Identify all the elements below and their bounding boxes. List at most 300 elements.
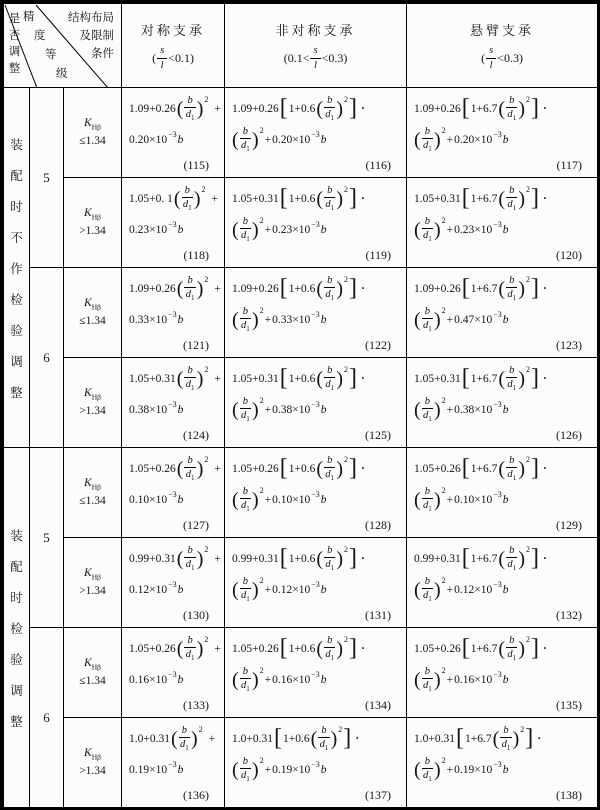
col-header-asymmetric-support — [225, 4, 407, 88]
formula-lead: 0.99+0.31 — [414, 552, 461, 565]
b-over-d1-fraction: $\frac{b}{d_1}$ — [240, 305, 250, 333]
exponent: 2 — [343, 185, 348, 194]
formula-line-2 — [414, 214, 593, 245]
exponent: 2 — [525, 275, 530, 284]
b-over-d1-fraction: $\frac{b}{d_1}$ — [325, 454, 335, 482]
exponent: 2 — [204, 365, 209, 374]
coefficient: 0.12×10 — [454, 583, 493, 596]
formula-lead: 0.99+0.31 — [232, 552, 279, 565]
formula — [407, 358, 597, 447]
col-condition — [225, 45, 406, 70]
variable-b: b — [502, 223, 509, 236]
lbracket: [ — [461, 94, 470, 121]
lparen: ( — [498, 277, 506, 300]
exponent: 2 — [441, 306, 446, 315]
exponent: 2 — [441, 666, 446, 675]
equation-number: (123) — [556, 338, 583, 352]
b-over-d1-fraction: $\frac{b}{d_1}$ — [325, 364, 335, 392]
rparen: ) — [196, 637, 204, 660]
coefficient: 0.10×10 — [454, 493, 493, 506]
rparen: ) — [336, 367, 343, 390]
lparen: ( — [316, 277, 324, 300]
exponent: −3 — [168, 220, 177, 229]
formula-line-2 — [414, 664, 593, 695]
exponent: 2 — [441, 756, 446, 765]
equation-number: (119) — [365, 248, 392, 262]
corner-row-header-char: 是 — [8, 13, 21, 25]
rbracket: ] — [348, 364, 357, 391]
b-over-d1-fraction: $\frac{b}{d_1}$ — [240, 125, 250, 153]
formula-line-2 — [129, 394, 220, 425]
b-over-d1-fraction: $\frac{b}{d_1}$ — [185, 364, 195, 392]
rparen: ) — [433, 758, 441, 781]
precision-grade: 6 — [30, 268, 64, 448]
formula-cell-col1 — [122, 358, 225, 448]
variable-b: b — [502, 403, 509, 416]
exponent: −3 — [168, 490, 177, 499]
equation-number: (135) — [556, 698, 583, 712]
rbracket: ] — [530, 94, 539, 121]
b-over-d1-fraction: $\frac{b}{d_1}$ — [185, 454, 195, 482]
plus-sign: + — [214, 642, 221, 655]
rbracket: ] — [348, 544, 357, 571]
lparen: ( — [173, 187, 181, 210]
formula-line-2 — [232, 574, 402, 605]
formula-line-1 — [129, 723, 220, 754]
exponent: −3 — [168, 310, 177, 319]
formula-line-1 — [414, 453, 593, 484]
equation-number: (122) — [365, 338, 392, 352]
formula-cell-col3 — [407, 178, 598, 268]
formula-line-1 — [232, 453, 402, 484]
variable-b: b — [502, 673, 509, 686]
formula-line-2 — [129, 304, 220, 335]
formula-lead: 1.05+0.26 — [414, 642, 461, 655]
plus-sign: + — [264, 583, 272, 596]
lparen: ( — [176, 277, 184, 300]
plus-sign: + — [446, 133, 454, 146]
formula — [122, 718, 224, 807]
s-over-l-fraction: $\frac{s}{l}$ — [486, 45, 496, 70]
formula-line-1 — [129, 633, 220, 664]
plus-sign: + — [264, 133, 272, 146]
exponent: 2 — [198, 725, 203, 734]
lparen: ( — [498, 457, 506, 480]
exponent: 2 — [525, 95, 530, 104]
variable-b: b — [177, 133, 184, 146]
exponent: 2 — [441, 396, 446, 405]
variable-b: b — [320, 313, 327, 326]
exponent: −3 — [168, 670, 177, 679]
b-over-d1-fraction: $\frac{b}{d_1}$ — [325, 634, 335, 662]
exponent: −3 — [493, 310, 502, 319]
table-row — [4, 178, 598, 268]
s-over-l-fraction: $\frac{s}{l}$ — [310, 45, 320, 70]
formula-cell-col1 — [122, 718, 225, 808]
khb-symbol: $K_{H\beta}$ — [84, 746, 101, 762]
exponent: −3 — [493, 580, 502, 589]
corner-diag-header-char: 度 — [34, 30, 46, 42]
formula-cell-col1 — [122, 628, 225, 718]
exponent: 2 — [441, 486, 446, 495]
plus-sign: + — [446, 763, 454, 776]
table-body — [4, 88, 598, 808]
formula — [225, 358, 406, 447]
multiplication-dot: · — [537, 732, 542, 745]
b-over-d1-fraction: $\frac{b}{d_1}$ — [185, 634, 195, 662]
bracket-term: 1+6.7 — [470, 372, 498, 385]
formula-line-2 — [129, 574, 220, 605]
formula-table — [3, 3, 598, 808]
rparen: ) — [196, 277, 204, 300]
table-row — [4, 538, 598, 628]
exponent: −3 — [168, 130, 177, 139]
exponent: 2 — [204, 275, 209, 284]
exponent: −3 — [168, 580, 177, 589]
rparen: ) — [518, 97, 525, 120]
formula-cell-col2 — [225, 448, 407, 538]
exponent: −3 — [493, 220, 502, 229]
lparen: ( — [316, 457, 324, 480]
formula-cell-col3 — [407, 538, 598, 628]
khb-condition — [64, 268, 122, 358]
table-row — [4, 448, 598, 538]
coefficient: 0.19×10 — [454, 763, 493, 776]
equation-number: (138) — [556, 788, 583, 802]
multiplication-dot: · — [360, 102, 365, 115]
cond-post: <0.3) — [321, 50, 348, 65]
rparen: ) — [518, 367, 525, 390]
b-over-d1-fraction: $\frac{b}{d_1}$ — [422, 395, 432, 423]
khb-condition — [64, 628, 122, 718]
variable-b: b — [177, 763, 184, 776]
b-over-d1-fraction: $\frac{b}{d_1}$ — [185, 94, 195, 122]
formula — [122, 538, 224, 627]
equation-number: (131) — [365, 608, 392, 622]
lparen: ( — [232, 578, 239, 601]
multiplication-dot: · — [360, 192, 365, 205]
khb-bound: ≤1.34 — [79, 315, 106, 328]
formula-cell-col3 — [407, 448, 598, 538]
cond-pre: ( — [152, 50, 157, 65]
rparen: ) — [512, 727, 520, 750]
formula-line-2 — [232, 484, 402, 515]
multiplication-dot: · — [360, 462, 365, 475]
variable-b: b — [502, 583, 509, 596]
lbracket: [ — [279, 274, 288, 301]
formula-cell-col1 — [122, 268, 225, 358]
formula — [122, 178, 224, 267]
khb-bound: >1.34 — [79, 225, 106, 238]
khb-bound: >1.34 — [79, 405, 106, 418]
lparen: ( — [498, 637, 506, 660]
rbracket: ] — [348, 184, 357, 211]
formula-line-1 — [129, 363, 220, 394]
formula-lead: 1.05+0.31 — [414, 192, 461, 205]
formula-line-1 — [129, 453, 220, 484]
coefficient: 0.23×10 — [129, 223, 168, 236]
formula-cell-col2 — [225, 628, 407, 718]
exponent: 2 — [525, 635, 530, 644]
formula-cell-col3 — [407, 628, 598, 718]
formula-line-2 — [414, 484, 593, 515]
rparen: ) — [251, 758, 259, 781]
formula-line-1 — [414, 93, 593, 124]
b-over-d1-fraction: $\frac{b}{d_1}$ — [240, 215, 250, 243]
exponent: −3 — [493, 400, 502, 409]
rparen: ) — [518, 637, 525, 660]
group-label-text: 装 配 时 检 验 调 整 — [10, 528, 23, 729]
rparen: ) — [251, 488, 259, 511]
rparen: ) — [251, 218, 259, 241]
khb-symbol: $K_{H\beta}$ — [84, 476, 101, 492]
b-over-d1-fraction: $\frac{b}{d_1}$ — [507, 184, 517, 212]
formula-cell-col3 — [407, 88, 598, 178]
rparen: ) — [196, 457, 204, 480]
multiplication-dot: · — [542, 282, 547, 295]
lbracket: [ — [279, 184, 288, 211]
lparen: ( — [414, 398, 421, 421]
b-over-d1-fraction: $\frac{b}{d_1}$ — [507, 544, 517, 572]
bracket-term: 1+0.6 — [283, 732, 310, 745]
formula-line-1 — [129, 93, 220, 124]
lparen: ( — [316, 97, 324, 120]
plus-sign: + — [264, 223, 272, 236]
lparen: ( — [498, 547, 506, 570]
b-over-d1-fraction: $\frac{b}{d_1}$ — [422, 575, 432, 603]
lbracket: [ — [461, 634, 470, 661]
multiplication-dot: · — [355, 732, 360, 745]
lparen: ( — [232, 218, 239, 241]
col-header-symmetric-support — [122, 4, 225, 88]
plus-sign: + — [214, 462, 221, 475]
lparen: ( — [316, 187, 324, 210]
rparen: ) — [196, 367, 204, 390]
cond-header-line: 结构布局 — [68, 12, 115, 24]
col-condition — [122, 45, 224, 70]
exponent: 2 — [343, 455, 348, 464]
formula-lead: 1.05+0.31 — [414, 372, 461, 385]
formula-line-2 — [232, 124, 402, 155]
khb-condition — [64, 358, 122, 448]
lbracket: [ — [456, 724, 465, 751]
rparen: ) — [190, 727, 198, 750]
khb-symbol: $K_{H\beta}$ — [84, 116, 101, 132]
formula-lead: 1.09+0.26 — [414, 282, 461, 295]
equation-number: (124) — [183, 428, 210, 442]
formula-line-2 — [414, 124, 593, 155]
rbracket: ] — [348, 454, 357, 481]
rparen: ) — [336, 187, 343, 210]
lparen: ( — [316, 547, 324, 570]
formula-lead: 1.0+0.31 — [414, 732, 456, 745]
bracket-term: 1+6.7 — [470, 462, 498, 475]
multiplication-dot: · — [542, 462, 547, 475]
exponent: 2 — [204, 455, 209, 464]
formula — [225, 88, 406, 177]
b-over-d1-fraction: $\frac{b}{d_1}$ — [240, 485, 250, 513]
b-over-d1-fraction: $\frac{b}{d_1}$ — [422, 755, 432, 783]
header-row — [4, 4, 598, 88]
lparen: ( — [232, 758, 239, 781]
plus-sign: + — [214, 552, 221, 565]
formula-cell-col2 — [225, 358, 407, 448]
formula-line-2 — [129, 214, 220, 245]
bracket-term: 1+6.7 — [465, 732, 492, 745]
bracket-term: 1+0.6 — [288, 282, 316, 295]
bracket-term: 1+0.6 — [288, 102, 316, 115]
multiplication-dot: · — [360, 282, 365, 295]
exponent: 2 — [441, 216, 446, 225]
plus-sign: + — [446, 583, 454, 596]
khb-bound: ≤1.34 — [79, 675, 106, 688]
formula-lead: 1.0+0.31 — [129, 732, 171, 745]
variable-b: b — [502, 313, 509, 326]
b-over-d1-fraction: $\frac{b}{d_1}$ — [422, 665, 432, 693]
variable-b: b — [502, 493, 509, 506]
formula-line-1 — [414, 633, 593, 664]
khb-symbol: $K_{H\beta}$ — [84, 206, 101, 222]
exponent: 2 — [343, 635, 348, 644]
formula-cell-col1 — [122, 448, 225, 538]
coefficient: 0.10×10 — [272, 493, 311, 506]
khb-symbol: $K_{H\beta}$ — [84, 656, 101, 672]
khb-bound: >1.34 — [79, 765, 106, 778]
exponent: 2 — [525, 365, 530, 374]
equation-number: (129) — [556, 518, 583, 532]
rparen: ) — [196, 97, 204, 120]
col-title: 悬臂支承 — [470, 23, 535, 39]
s-over-l-fraction: $\frac{s}{l}$ — [157, 45, 167, 70]
corner-row-header-char: 否 — [8, 29, 21, 42]
exponent: 2 — [343, 95, 348, 104]
variable-b: b — [320, 763, 327, 776]
equation-number: (132) — [556, 608, 583, 622]
corner-cond-header — [68, 9, 114, 63]
formula-line-1 — [414, 363, 593, 394]
formula-lead: 1.05+0.31 — [232, 372, 279, 385]
cond-post: <0.3) — [497, 50, 523, 65]
bracket-term: 1+0.6 — [288, 642, 316, 655]
rparen: ) — [518, 277, 525, 300]
lbracket: [ — [279, 634, 288, 661]
coefficient: 0.19×10 — [129, 763, 168, 776]
formula — [407, 178, 597, 267]
exponent: 2 — [525, 185, 530, 194]
equation-number: (130) — [183, 608, 210, 622]
coefficient: 0.20×10 — [272, 133, 311, 146]
corner-diag-header-char: 精 — [23, 11, 35, 23]
formula — [122, 88, 224, 177]
b-over-d1-fraction: $\frac{b}{d_1}$ — [507, 274, 517, 302]
precision-grade: 5 — [30, 448, 64, 628]
variable-b: b — [320, 583, 327, 596]
lbracket: [ — [461, 274, 470, 301]
rparen: ) — [336, 97, 343, 120]
rparen: ) — [433, 668, 441, 691]
formula-line-2 — [129, 664, 220, 695]
b-over-d1-fraction: $\frac{b}{d_1}$ — [185, 544, 195, 572]
bracket-term: 1+0.6 — [288, 552, 316, 565]
formula-line-1 — [232, 633, 402, 664]
col-title: 非对称支承 — [275, 23, 356, 39]
col-title: 对称支承 — [141, 23, 206, 39]
plus-sign: + — [211, 192, 218, 205]
formula-line-1 — [232, 273, 402, 304]
coefficient: 0.33×10 — [129, 313, 168, 326]
coefficient: 0.20×10 — [454, 133, 493, 146]
plus-sign: + — [446, 673, 454, 686]
corner-row-header-char: 整 — [8, 62, 21, 75]
formula — [122, 268, 224, 357]
plus-sign: + — [446, 493, 454, 506]
formula-line-2 — [414, 754, 593, 785]
formula — [407, 718, 597, 807]
formula-lead: 1.05+0.26 — [232, 642, 279, 655]
rparen: ) — [336, 547, 343, 570]
formula-line-2 — [414, 394, 593, 425]
formula-lead: 1.09+0.26 — [414, 102, 461, 115]
b-over-d1-fraction: $\frac{b}{d_1}$ — [325, 94, 335, 122]
formula-line-1 — [129, 543, 220, 574]
exponent: 2 — [259, 126, 264, 135]
lparen: ( — [232, 488, 239, 511]
b-over-d1-fraction: $\frac{b}{d_1}$ — [240, 665, 250, 693]
b-over-d1-fraction: $\frac{b}{d_1}$ — [422, 485, 432, 513]
formula-line-1 — [414, 183, 593, 214]
group-label-text: 装 配 时 不 作 检 验 调 整 — [10, 137, 23, 400]
equation-number: (116) — [365, 158, 392, 172]
exponent: 2 — [525, 455, 530, 464]
lparen: ( — [232, 308, 239, 331]
variable-b: b — [502, 763, 509, 776]
khb-condition — [64, 718, 122, 808]
b-over-d1-fraction: $\frac{b}{d_1}$ — [179, 724, 189, 752]
coefficient: 0.19×10 — [272, 763, 311, 776]
lbracket: [ — [279, 454, 288, 481]
formula-cell-col2 — [225, 268, 407, 358]
lparen: ( — [414, 668, 421, 691]
equation-number: (126) — [556, 428, 583, 442]
coefficient: 0.10×10 — [129, 493, 168, 506]
b-over-d1-fraction: $\frac{b}{d_1}$ — [240, 395, 250, 423]
cond-header-line: 条件 — [91, 48, 115, 60]
rbracket: ] — [348, 634, 357, 661]
bracket-term: 1+6.7 — [470, 102, 498, 115]
formula-lead: 1.05+0.26 — [129, 642, 176, 655]
lparen: ( — [232, 668, 239, 691]
lbracket: [ — [279, 94, 288, 121]
rparen: ) — [336, 457, 343, 480]
formula — [407, 448, 597, 537]
formula-cell-col2 — [225, 88, 407, 178]
rparen: ) — [193, 187, 201, 210]
rparen: ) — [251, 668, 259, 691]
formula-line-1 — [232, 183, 402, 214]
b-over-d1-fraction: $\frac{b}{d_1}$ — [185, 274, 195, 302]
formula-line-1 — [232, 543, 402, 574]
formula-cell-col2 — [225, 538, 407, 628]
table-row — [4, 358, 598, 448]
multiplication-dot: · — [542, 642, 547, 655]
khb-bound: ≤1.34 — [79, 495, 106, 508]
rparen: ) — [251, 308, 259, 331]
b-over-d1-fraction: $\frac{b}{d_1}$ — [507, 634, 517, 662]
coefficient: 0.33×10 — [272, 313, 311, 326]
exponent: 2 — [441, 126, 446, 135]
precision-grade: 5 — [30, 88, 64, 268]
plus-sign: + — [264, 763, 272, 776]
